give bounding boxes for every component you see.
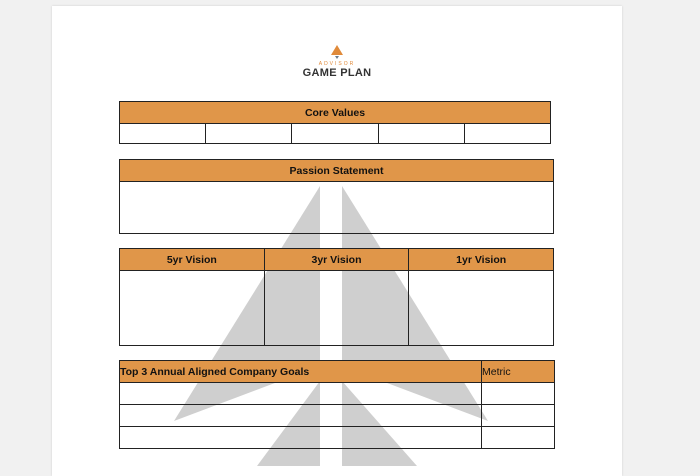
goal-cell[interactable] [120,427,482,449]
core-value-cell[interactable] [206,124,292,144]
core-value-cell[interactable] [292,124,378,144]
passion-statement-header: Passion Statement [120,160,554,182]
logo [52,44,622,80]
goal-cell[interactable] [120,383,482,405]
goals-table [119,360,555,449]
core-values-header: Core Values [120,102,551,124]
logo-brand: ADVISOR [318,61,356,67]
metric-header: Metric [482,361,555,383]
core-values-table [119,101,551,144]
document-page [52,6,622,476]
metric-cell[interactable] [482,383,555,405]
core-value-cell[interactable] [378,124,464,144]
vision-1yr-header: 1yr Vision [409,249,554,271]
vision-3yr-cell[interactable] [264,271,409,346]
passion-statement-body[interactable] [120,182,554,234]
vision-1yr-cell[interactable] [409,271,554,346]
goal-cell[interactable] [120,405,482,427]
passion-statement-table [119,159,554,234]
arrow-logo-icon [330,44,344,60]
vision-table [119,248,554,346]
vision-3yr-header: 3yr Vision [264,249,409,271]
metric-cell[interactable] [482,405,555,427]
core-value-cell[interactable] [464,124,550,144]
core-value-cell[interactable] [120,124,206,144]
vision-5yr-cell[interactable] [120,271,265,346]
goals-header: Top 3 Annual Aligned Company Goals [120,361,482,383]
logo-title: GAME PLAN [302,67,372,79]
metric-cell[interactable] [482,427,555,449]
vision-5yr-header: 5yr Vision [120,249,265,271]
